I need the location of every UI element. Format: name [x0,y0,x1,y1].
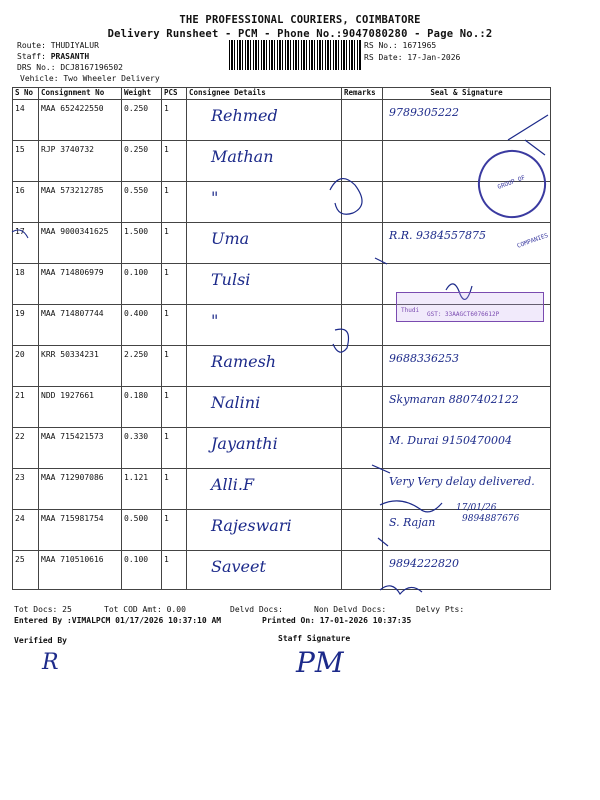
tot-cod: Tot COD Amt: 0.00 [104,605,186,614]
signature-handwriting: R.R. 9384557875 [389,229,487,242]
cell-sno: 22 [13,428,39,469]
cell-pcs: 1 [162,223,187,264]
consignee-handwriting: Saveet [211,557,266,576]
non-delivered-docs: Non Delvd Docs: [314,605,387,614]
cell-weight: 1.121 [122,469,162,510]
cell-weight: 0.400 [122,305,162,346]
cell-pcs: 1 [162,428,187,469]
check-mark-22 [372,465,390,473]
cell-sno: 15 [13,141,39,182]
route-label: Route: THUDIYALUR [17,41,99,50]
cell-sno: 17 [13,223,39,264]
consignee-handwriting: Mathan [211,147,274,166]
remark-scribble-19 [333,329,349,352]
cell-sno: 21 [13,387,39,428]
cell-weight: 0.250 [122,141,162,182]
strike-signature-23 [380,501,442,512]
cell-pcs: 1 [162,469,187,510]
company-title: THE PROFESSIONAL COURIERS, COIMBATORE [179,14,421,26]
consignee-handwriting: Tulsi [211,270,251,289]
signature-handwriting: 9688336253 [389,352,459,365]
cell-weight: 0.100 [122,551,162,590]
consignee-handwriting: Rehmed [211,106,278,125]
gst-stamp [396,292,544,322]
signature-handwriting: Very Very delay delivered. [389,475,535,488]
signature-handwriting: S. Rajan [389,516,436,529]
col-sno: S No [13,88,39,100]
col-signature: Seal & Signature [383,88,551,100]
cell-weight: 0.330 [122,428,162,469]
cell-sno: 24 [13,510,39,551]
cell-consignment: MAA 714806979 [39,264,122,305]
delivery-points: Delvy Pts: [416,605,465,614]
stamp-place: Thudi [401,307,420,314]
consignee-handwriting: " [211,188,219,207]
consignee-handwriting: Rajeswari [211,516,292,535]
remark-scribble-16 [330,179,362,215]
cell-pcs: 1 [162,141,187,182]
cell-consignment: MAA 710510616 [39,551,122,590]
cell-weight: 0.250 [122,100,162,141]
cell-consignment: KRR 50334231 [39,346,122,387]
staff-name: PRASANTH [50,52,90,61]
rs-date: RS Date: 17-Jan-2026 [364,53,461,62]
staff-signature-label: Staff Signature [278,634,351,643]
cell-pcs: 1 [162,182,187,223]
cell-sno: 16 [13,182,39,223]
col-consignee: Consignee Details [187,88,342,100]
cell-consignment: MAA 715421573 [39,428,122,469]
extra-date-handwriting: 17/01/26 [456,503,497,513]
check-mark-17 [375,258,387,264]
row-17-circle-mark [12,230,28,238]
staff-signature: PM [296,646,344,679]
entered-by: Entered By :VIMALPCM 01/17/2026 10:37:10 AM [14,616,222,625]
consignee-handwriting: Alli.F [211,475,255,494]
cell-sno: 23 [13,469,39,510]
signature-handwriting: 9894222820 [389,557,459,570]
cell-consignment: MAA 715981754 [39,510,122,551]
verified-signature: R [42,650,59,675]
cell-pcs: 1 [162,510,187,551]
cell-sno: 20 [13,346,39,387]
delivered-docs: Delvd Docs: [230,605,283,614]
cell-consignment: RJP 3740732 [39,141,122,182]
consignee-handwriting: Uma [211,229,250,248]
cell-consignment: NDD 1927661 [39,387,122,428]
verified-by-label: Verified By [14,636,67,645]
consignee-handwriting: Nalini [211,393,261,412]
signature-handwriting: M. Durai 9150470004 [389,434,512,447]
col-remarks: Remarks [342,88,383,100]
signature-handwriting: 9789305222 [389,106,459,119]
check-mark-24 [378,538,388,546]
col-pcs: PCS [162,88,187,100]
col-weight: Weight [122,88,162,100]
cell-weight: 0.550 [122,182,162,223]
staff-label: Staff: [17,52,51,61]
cell-weight: 1.500 [122,223,162,264]
cell-weight: 0.180 [122,387,162,428]
signature-scribble-25 [380,586,422,594]
consignee-handwriting: Ramesh [211,352,277,371]
seal-text: GROUP OF COMPANIES [496,174,550,250]
vehicle-label: Vehicle: Two Wheeler Delivery [20,74,160,83]
cell-consignment: MAA 573212785 [39,182,122,223]
cell-sno: 25 [13,551,39,590]
rs-number: RS No.: 1671965 [364,41,437,50]
consignee-handwriting: Jayanthi [211,434,278,453]
cell-pcs: 1 [162,100,187,141]
cell-sno: 18 [13,264,39,305]
cell-consignment: MAA 652422550 [39,100,122,141]
col-consignment: Consignment No [39,88,122,100]
cell-weight: 0.500 [122,510,162,551]
cell-pcs: 1 [162,305,187,346]
cell-consignment: MAA 712907086 [39,469,122,510]
runsheet-subtitle: Delivery Runsheet - PCM - Phone No.:9047080280 - Page No.:2 [107,28,493,40]
signature-handwriting: Skymaran 8807402122 [389,393,519,406]
consignee-handwriting: " [211,311,219,330]
tot-docs: Tot Docs: 25 [14,605,72,614]
cell-pcs: 1 [162,346,187,387]
stamp-gst: GST: 33AAGCT6076612P [427,311,500,318]
cell-weight: 0.100 [122,264,162,305]
cell-pcs: 1 [162,264,187,305]
cell-consignment: MAA 9000341625 [39,223,122,264]
cell-consignment: MAA 714807744 [39,305,122,346]
cell-sno: 14 [13,100,39,141]
cell-pcs: 1 [162,387,187,428]
cell-weight: 2.250 [122,346,162,387]
extra-phone-handwriting: 9894887676 [462,514,520,524]
cell-pcs: 1 [162,551,187,590]
printed-on: Printed On: 17-01-2026 10:37:35 [262,616,412,625]
cell-sno: 19 [13,305,39,346]
drs-number: DRS No.: DCJ8167196502 [17,63,123,72]
